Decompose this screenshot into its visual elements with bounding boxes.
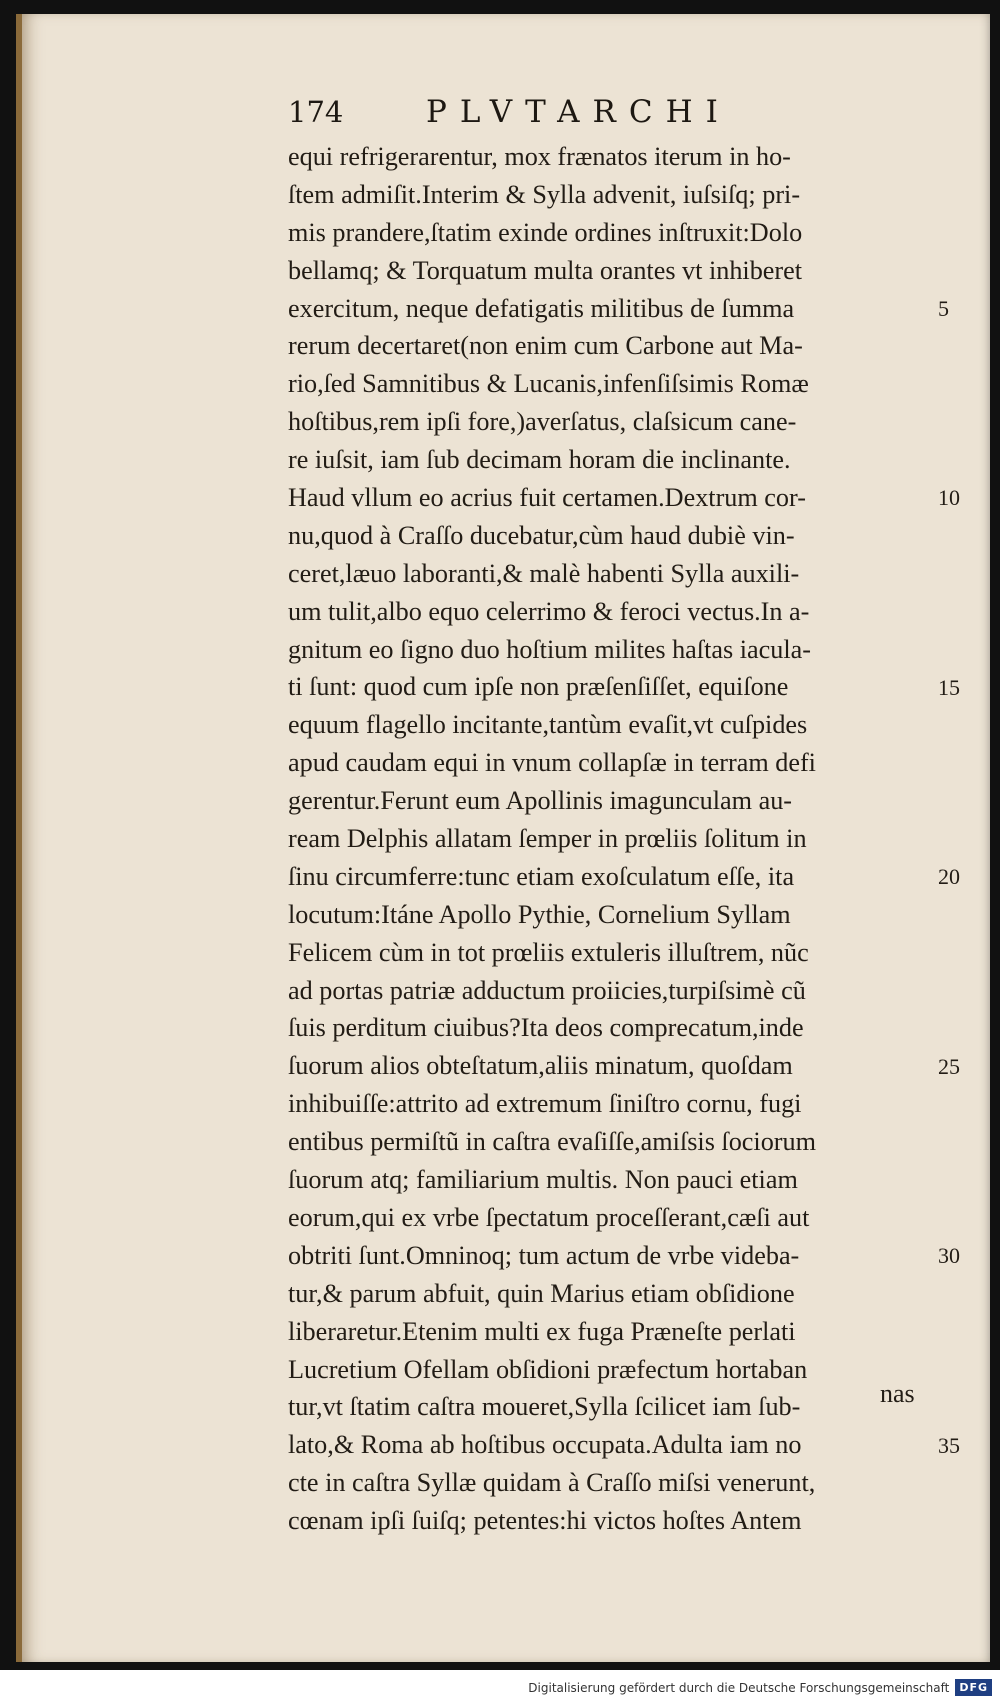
text-line: tur,& parum abfuit, quin Marius etiam obſidione bbox=[288, 1278, 795, 1308]
text-line: hoſtibus,rem ipſi fore,)averſatus, claſsicum cane- bbox=[288, 407, 797, 437]
text-line: ti ſunt: quod cum ipſe non præſenſiſſet, equiſone bbox=[288, 672, 789, 702]
catchword: nas bbox=[880, 1379, 915, 1408]
line-number: 10 bbox=[938, 485, 960, 511]
text-line: Felicem cùm in tot prœliis extuleris illuſtrem, nũc bbox=[288, 937, 809, 967]
credit-text: Digitalisierung gefördert durch die Deutsche Forschungsgemeinschaft bbox=[528, 1680, 950, 1695]
text-line: locutum:Itáne Apollo Pythie, Cornelium Syllam bbox=[288, 899, 791, 929]
text-block bbox=[288, 138, 928, 1540]
text-line: Lucretium Ofellam obſidioni præfectum hortaban bbox=[288, 1354, 808, 1384]
text-line: equi refrigerarentur, mox frænatos iterum in ho- bbox=[288, 142, 791, 171]
text-line: exercitum, neque defatigatis militibus de ſumma bbox=[288, 293, 795, 323]
text-line: equum flagello incitante,tantùm evaſit,vt cuſpides bbox=[288, 710, 808, 740]
text-line: rerum decertaret(non enim cum Carbone aut Ma- bbox=[288, 331, 803, 361]
text-line: lato,& Roma ab hoſtibus occupata.Adulta iam no bbox=[288, 1430, 802, 1460]
text-line: ream Delphis allatam ſemper in prœliis ſolitum in bbox=[288, 824, 807, 854]
running-title: PLVTARCHI bbox=[426, 94, 731, 130]
text-line: ſuorum alios obteſtatum,aliis minatum, quoſdam bbox=[288, 1051, 793, 1081]
text-line: apud caudam equi in vnum collapſæ in terram defi bbox=[288, 748, 816, 778]
text-line: rio,ſed Samnitibus & Lucanis,infenſiſsimis Romæ bbox=[288, 369, 809, 399]
text-line: um tulit,albo equo celerrimo & feroci vectus.In a- bbox=[288, 596, 810, 626]
line-number: 15 bbox=[938, 674, 960, 700]
text-line: cœnam ipſi ſuiſq; petentes:hi victos hoſtes Antem bbox=[288, 1506, 802, 1536]
text-line: Haud vllum eo acrius fuit certamen.Dextrum cor- bbox=[288, 483, 806, 513]
text-line: re iuſsit, iam ſub decimam horam die inclinante. bbox=[288, 445, 791, 475]
line-number: 20 bbox=[938, 864, 960, 890]
text-line: gerentur.Ferunt eum Apollinis imagunculam au- bbox=[288, 786, 793, 816]
text-line: mis prandere,ſtatim exinde ordines inſtruxit:Dolo bbox=[288, 217, 803, 247]
text-line: bellamq; & Torquatum multa orantes vt inhiberet bbox=[288, 255, 803, 285]
text-line: nu,quod à Craſſo ducebatur,cùm haud dubiè vin- bbox=[288, 520, 795, 550]
dfg-logo: DFG bbox=[955, 1679, 992, 1696]
text-line: obtriti ſunt.Omninoq; tum actum de vrbe videba- bbox=[288, 1240, 800, 1270]
text-line: inhibuiſſe:attrito ad extremum ſiniſtro cornu, fugi bbox=[288, 1089, 802, 1119]
text-line: ſtem admiſit.Interim & Sylla advenit, iuſsiſq; pri- bbox=[288, 179, 801, 209]
text-line: ceret,læuo laboranti,& malè habenti Sylla auxili- bbox=[288, 558, 800, 588]
text-line: gnitum eo ſigno duo hoſtium milites haſtas iacula- bbox=[288, 634, 811, 664]
line-number: 35 bbox=[938, 1432, 960, 1458]
line-number: 5 bbox=[938, 295, 949, 321]
footer-credit bbox=[528, 1679, 992, 1696]
text-line: ad portas patriæ adductum proiicies,turpiſsimè cũ bbox=[288, 975, 806, 1005]
text-line: eorum,qui ex vrbe ſpectatum proceſſerant,cæſi aut bbox=[288, 1202, 810, 1232]
line-number: 25 bbox=[938, 1053, 960, 1079]
text-line: entibus permiſtũ in caſtra evaſiſſe,amiſsis ſociorum bbox=[288, 1127, 816, 1157]
text-line: liberaretur.Etenim multi ex fuga Præneſte perlati bbox=[288, 1316, 796, 1346]
page-header bbox=[288, 92, 808, 132]
text-line: ſinu circumferre:tunc etiam exoſculatum eſſe, ita bbox=[288, 861, 795, 891]
line-number: 30 bbox=[938, 1243, 960, 1269]
text-line: ſuorum atq; familiarium multis. Non pauci etiam bbox=[288, 1165, 798, 1195]
folio-number: 174 bbox=[288, 95, 344, 129]
text-line: cte in caſtra Syllæ quidam à Craſſo miſsi venerunt, bbox=[288, 1468, 816, 1498]
text-line: ſuis perditum ciuibus?Ita deos comprecatum,inde bbox=[288, 1013, 804, 1043]
text-line: tur,vt ſtatim caſtra moueret,Sylla ſcilicet iam ſub- bbox=[288, 1392, 801, 1422]
